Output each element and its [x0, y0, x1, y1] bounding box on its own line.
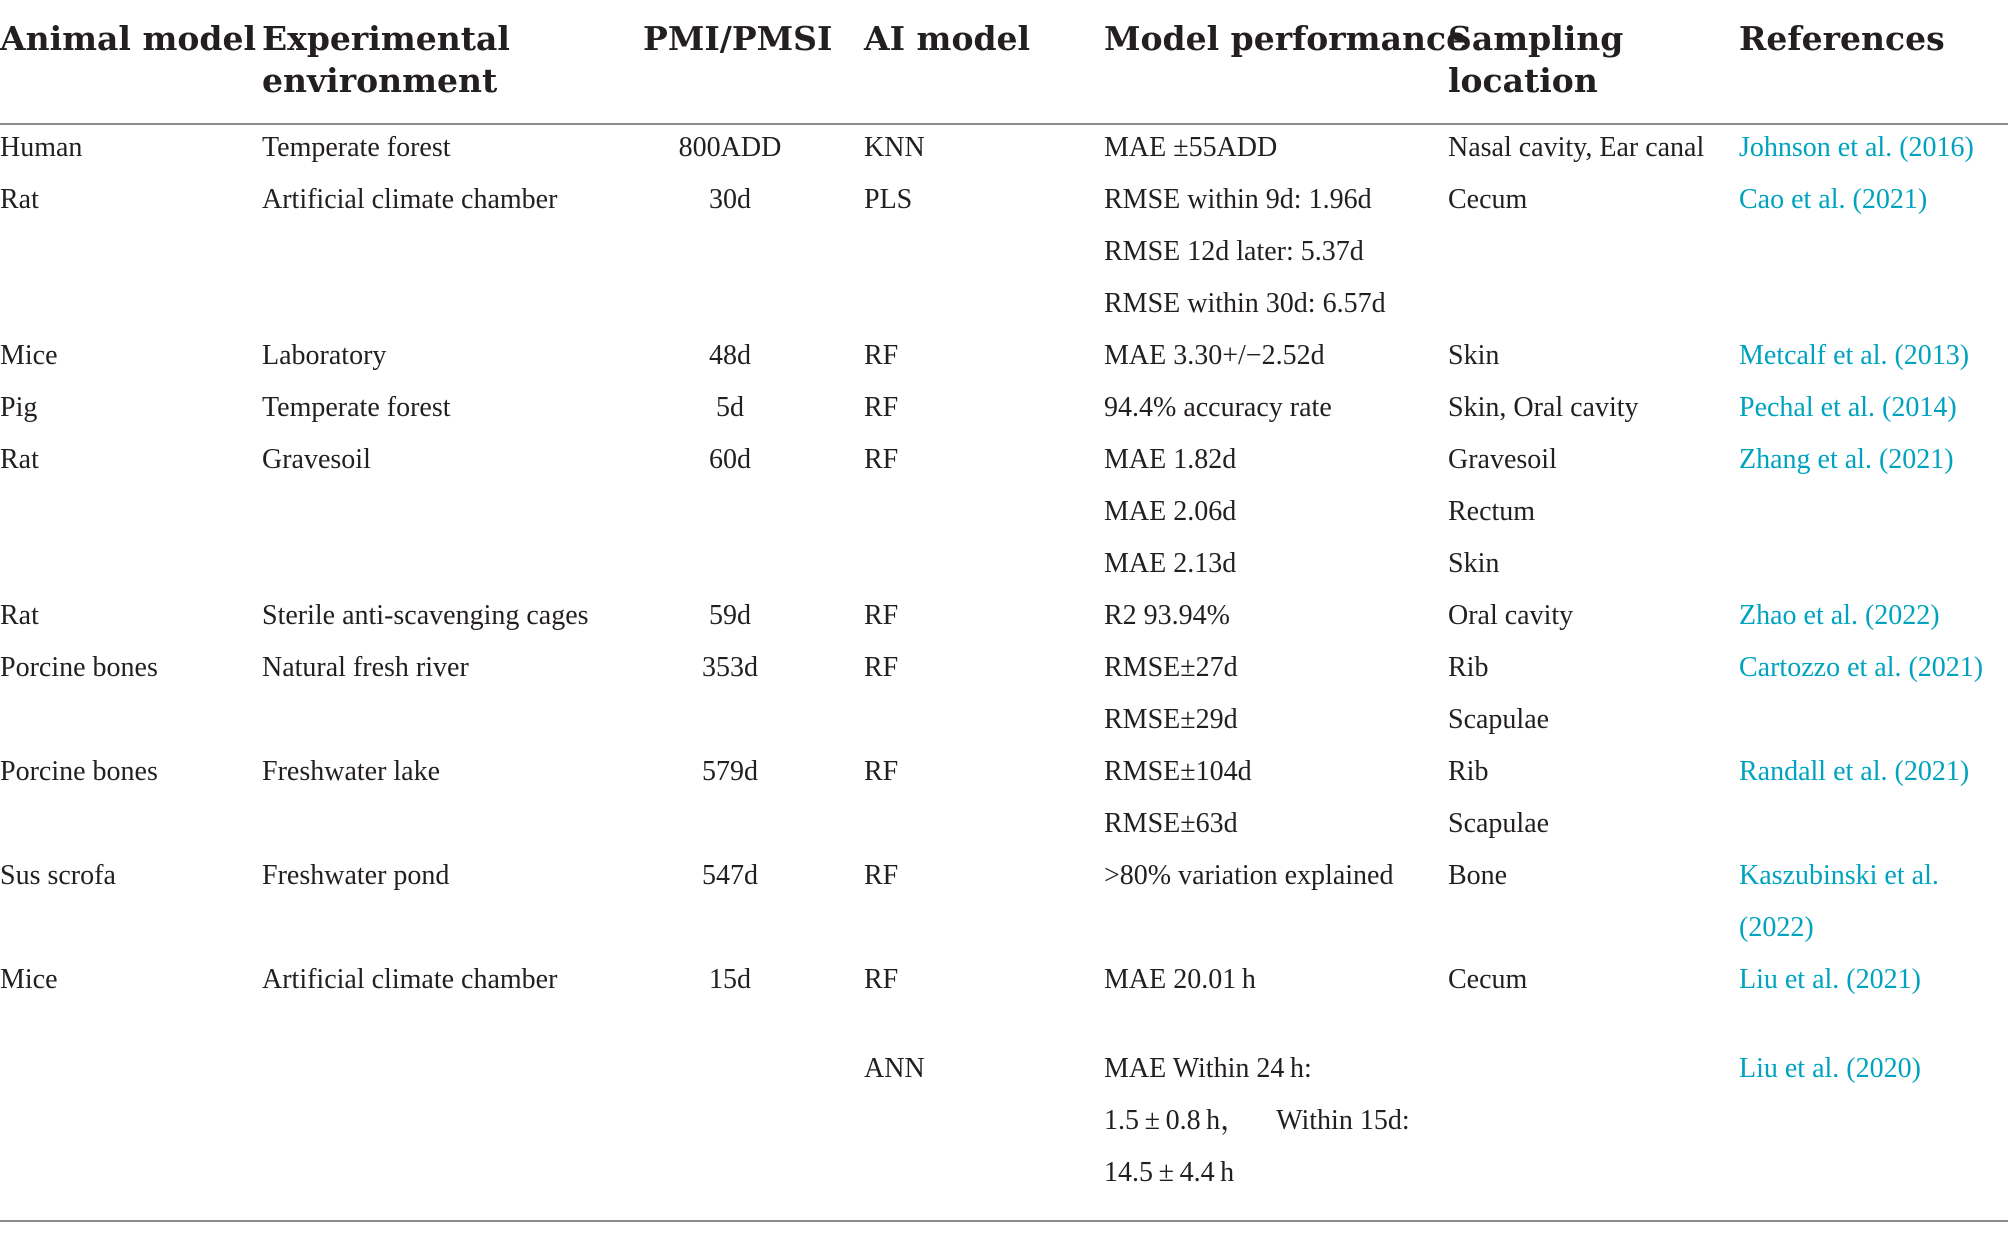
cell-reference-link[interactable]: Pechal et al. (2014) [1739, 392, 1957, 423]
cell-performance: 94.4% accuracy rate [1104, 392, 1332, 423]
cell-performance: RMSE within 9d: 1.96d [1104, 184, 1372, 215]
cell-environment: Artificial climate chamber [262, 964, 558, 995]
header-sampling-line1: Sampling [1448, 19, 1624, 58]
cell-sampling: Scapulae [1448, 808, 1550, 839]
header-model-performance: Model performance [1104, 19, 1468, 58]
cell-ai-model: RF [864, 444, 899, 475]
cell-performance: MAE Within 24 h: [1104, 1053, 1312, 1085]
cell-reference-link[interactable]: Liu et al. (2020) [1739, 1053, 1921, 1085]
cell-performance: RMSE±104d [1104, 756, 1252, 787]
cell-sampling: Cecum [1448, 184, 1528, 215]
cell-animal-model: Rat [0, 444, 39, 475]
cell-ai-model: ANN [864, 1053, 925, 1085]
cell-sampling: Gravesoil [1448, 444, 1557, 475]
cell-animal-model: Pig [0, 392, 38, 423]
cell-performance: MAE 2.13d [1104, 548, 1237, 579]
cell-animal-model: Sus scrofa [0, 860, 116, 891]
cell-ai-model: RF [864, 756, 899, 787]
cell-animal-model: Rat [0, 184, 39, 215]
cell-performance: 1.5 ± 0.8 h， Within 15d: [1104, 1105, 1410, 1137]
cell-ai-model: PLS [864, 184, 913, 215]
cell-ai-model: RF [864, 652, 899, 683]
cell-performance: RMSE±63d [1104, 808, 1238, 839]
cell-reference-link[interactable]: (2022) [1739, 912, 1814, 943]
header-sampling-line2: location [1448, 61, 1598, 100]
cell-environment: Freshwater pond [262, 860, 450, 891]
cell-pmi: 353d [702, 652, 758, 683]
cell-sampling: Cecum [1448, 964, 1528, 995]
cell-environment: Temperate forest [262, 132, 451, 163]
cell-performance: MAE ±55ADD [1104, 132, 1278, 163]
cell-ai-model: RF [864, 964, 899, 995]
cell-reference-link[interactable]: Metcalf et al. (2013) [1739, 340, 1970, 371]
cell-animal-model: Mice [0, 964, 58, 995]
cell-pmi: 547d [702, 860, 758, 891]
header-experimental-environment [262, 18, 510, 102]
cell-animal-model: Human [0, 132, 83, 163]
header-env-line2: environment [262, 61, 498, 100]
cell-pmi: 48d [709, 340, 751, 371]
cell-environment: Natural fresh river [262, 652, 469, 683]
header-env-line1: Experimental [262, 19, 510, 58]
cell-sampling: Rectum [1448, 496, 1536, 527]
cell-environment: Sterile anti-scavenging cages [262, 600, 589, 631]
cell-sampling: Skin [1448, 548, 1500, 579]
cell-animal-model: Mice [0, 340, 58, 371]
cell-ai-model: KNN [864, 132, 925, 163]
cell-reference-link[interactable]: Liu et al. (2021) [1739, 964, 1921, 995]
cell-animal-model: Porcine bones [0, 652, 158, 683]
cell-performance: RMSE 12d later: 5.37d [1104, 236, 1364, 267]
cell-reference-link[interactable]: Kaszubinski et al. [1739, 860, 1939, 891]
cell-pmi: 5d [716, 392, 744, 423]
cell-sampling: Skin [1448, 340, 1500, 371]
cell-animal-model: Porcine bones [0, 756, 158, 787]
cell-performance: MAE 3.30+/−2.52d [1104, 340, 1325, 371]
cell-performance: RMSE±29d [1104, 704, 1238, 735]
cell-environment: Freshwater lake [262, 756, 441, 787]
bottom-rule [0, 1220, 2008, 1222]
cell-ai-model: RF [864, 392, 899, 423]
cell-performance: RMSE within 30d: 6.57d [1104, 288, 1386, 319]
cell-sampling: Oral cavity [1448, 600, 1574, 631]
cell-performance: MAE 20.01 h [1104, 964, 1256, 995]
cell-performance: RMSE±27d [1104, 652, 1238, 683]
cell-pmi: 30d [709, 184, 751, 215]
header-rule [0, 123, 2008, 125]
cell-performance: 14.5 ± 4.4 h [1104, 1157, 1235, 1189]
cell-reference-link[interactable]: Zhao et al. (2022) [1739, 600, 1940, 631]
header-references: References [1739, 19, 1945, 58]
cell-pmi: 800ADD [678, 132, 782, 163]
cell-performance: MAE 1.82d [1104, 444, 1237, 475]
header-sampling-location [1448, 18, 1623, 102]
header-ai-model: AI model [864, 19, 1031, 58]
cell-ai-model: RF [864, 860, 899, 891]
cell-pmi: 15d [709, 964, 751, 995]
cell-sampling: Rib [1448, 756, 1489, 787]
header-animal-model: Animal model [0, 19, 256, 58]
cell-environment: Temperate forest [262, 392, 451, 423]
cell-animal-model: Rat [0, 600, 39, 631]
cell-performance: >80% variation explained [1104, 860, 1394, 891]
header-pmi-pmsi: PMI/PMSI [643, 19, 833, 58]
cell-pmi: 59d [709, 600, 751, 631]
cell-performance: MAE 2.06d [1104, 496, 1237, 527]
cell-reference-link[interactable]: Randall et al. (2021) [1739, 756, 1970, 787]
cell-ai-model: RF [864, 340, 899, 371]
cell-pmi: 60d [709, 444, 751, 475]
cell-environment: Gravesoil [262, 444, 371, 475]
cell-performance: R2 93.94% [1104, 600, 1230, 631]
cell-reference-link[interactable]: Cao et al. (2021) [1739, 184, 1928, 215]
cell-sampling: Skin, Oral cavity [1448, 392, 1639, 423]
cell-sampling: Nasal cavity, Ear canal [1448, 132, 1705, 163]
cell-reference-link[interactable]: Zhang et al. (2021) [1739, 444, 1954, 475]
cell-sampling: Bone [1448, 860, 1508, 891]
cell-sampling: Scapulae [1448, 704, 1550, 735]
cell-reference-link[interactable]: Johnson et al. (2016) [1739, 132, 1974, 163]
cell-ai-model: RF [864, 600, 899, 631]
cell-environment: Artificial climate chamber [262, 184, 558, 215]
cell-reference-link[interactable]: Cartozzo et al. (2021) [1739, 652, 1984, 683]
cell-sampling: Rib [1448, 652, 1489, 683]
cell-pmi: 579d [702, 756, 758, 787]
cell-environment: Laboratory [262, 340, 387, 371]
